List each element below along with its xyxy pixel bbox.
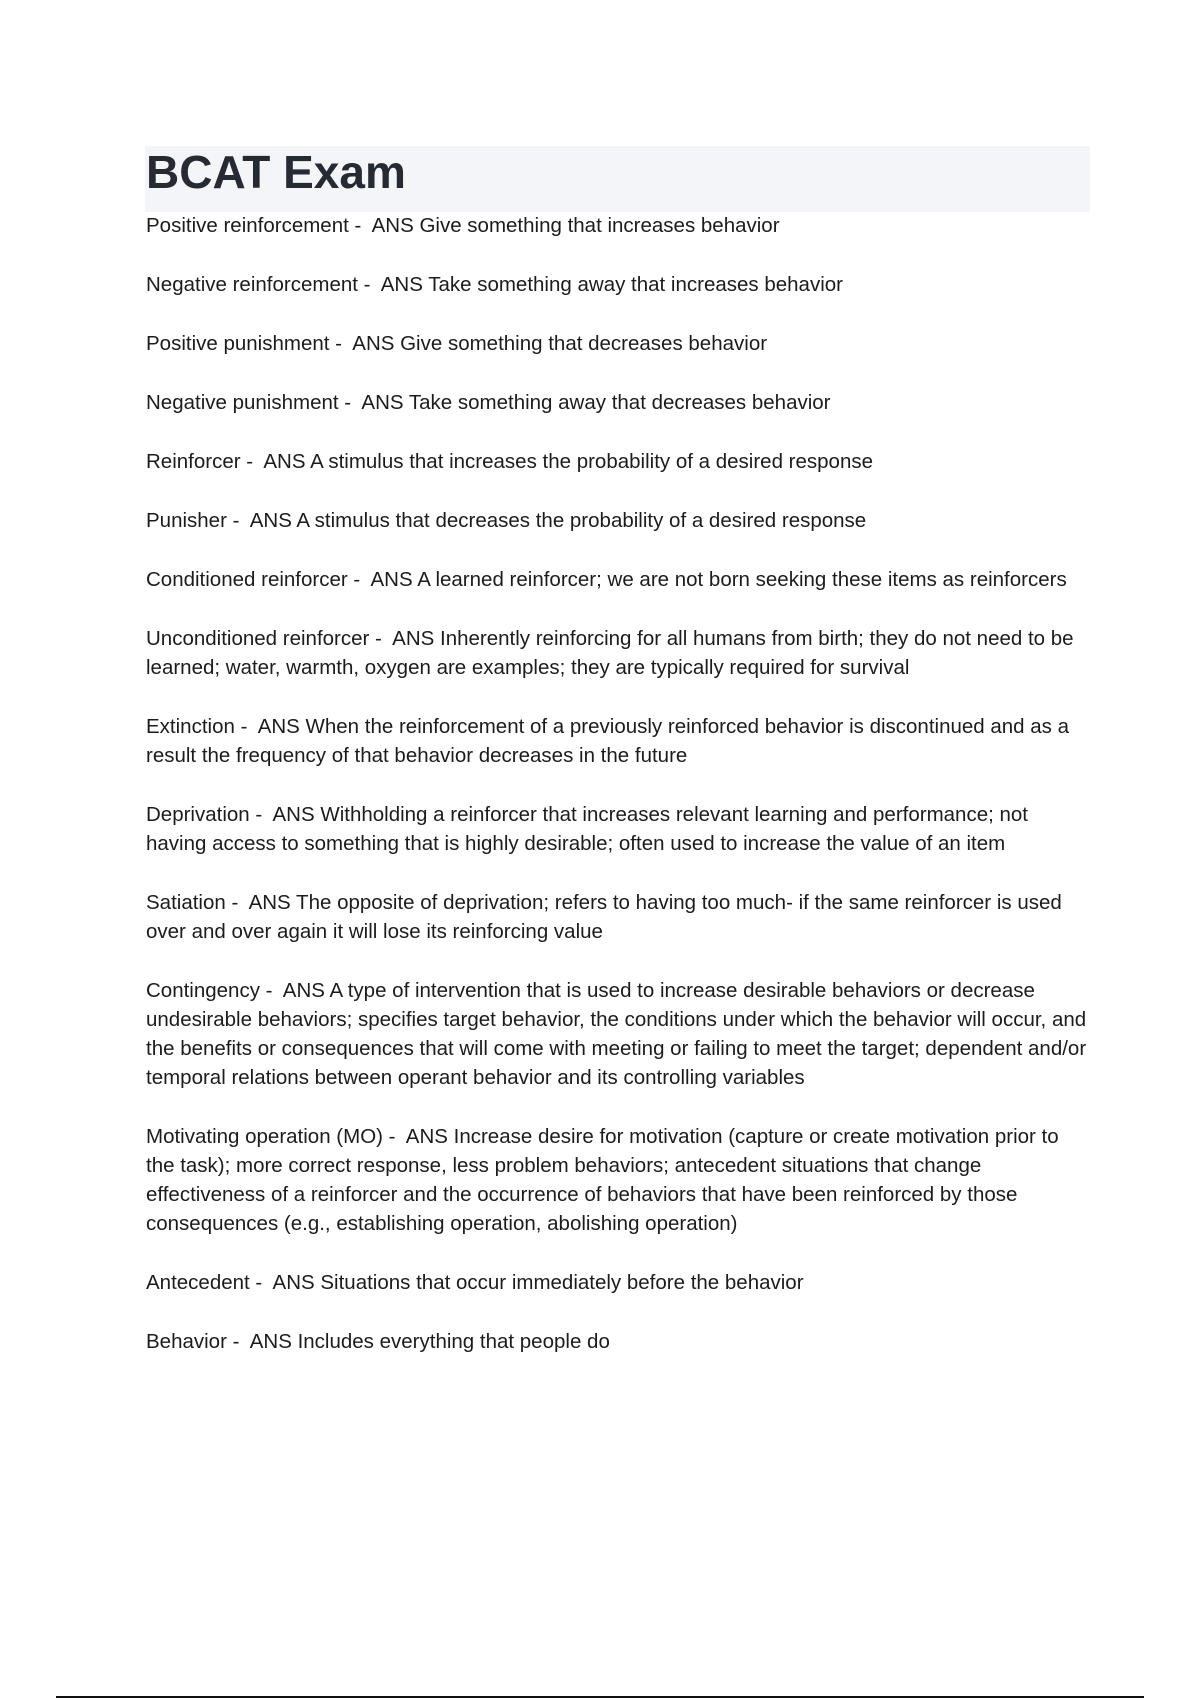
entry-term: Extinction [146,715,235,738]
flashcard-entry [146,976,1091,1092]
entry-separator: - [226,1330,250,1353]
entry-separator: - [348,214,372,237]
entry-answer: ANS Situations that occur immediately before the behavior [272,1271,804,1294]
flashcard-entry [146,388,1091,417]
entry-separator: - [338,391,362,414]
entry-answer: ANS When the reinforcement of a previously reinforced behavior is discontinued and as a result the frequency of that behavior decreases in the future [146,715,1070,767]
entry-answer: ANS Includes everything that people do [249,1330,610,1353]
entry-separator: - [382,1125,406,1148]
page-title: BCAT Exam [146,146,406,198]
flashcard-entry [146,1268,1091,1297]
flashcard-entry [146,888,1091,946]
entry-term: Contingency [146,979,260,1002]
entry-term: Deprivation [146,803,250,826]
flashcard-entry [146,712,1091,770]
flashcard-entry [146,1122,1091,1238]
entry-separator: - [225,891,249,914]
flashcard-entry [146,624,1091,682]
entry-term: Negative punishment [146,391,339,414]
flashcard-entry [146,270,1091,299]
entry-term: Conditioned reinforcer [146,568,348,591]
entry-answer: ANS A stimulus that decreases the probability of a desired response [249,509,867,532]
entry-term: Positive reinforcement [146,214,349,237]
flashcard-list [146,211,1091,1386]
flashcard-entry [146,211,1091,240]
flashcard-entry [146,447,1091,476]
entry-term: Satiation [146,891,226,914]
entry-separator: - [369,627,393,650]
flashcard-entry [146,800,1091,858]
entry-separator: - [259,979,283,1002]
entry-answer: ANS Take something away that decreases behavior [361,391,831,414]
entry-answer: ANS Withholding a reinforcer that increases relevant learning and performance; not having access to something that is highly desirable; often used to increase the value of an item [146,803,1028,855]
entry-separator: - [357,273,381,296]
entry-term: Behavior [146,1330,227,1353]
entry-answer: ANS Increase desire for motivation (capture or create motivation prior to the task); more correct response, less problem behaviors; antecedent situations that change effectiveness of a reinforcer and the occurrence of behaviors that have been reinforced by those consequences (e.g., establishing operation, abolishing operation) [146,1125,1059,1235]
entry-separator: - [240,450,264,473]
entry-term: Motivating operation (MO) [146,1125,383,1148]
entry-separator: - [249,1271,273,1294]
entry-term: Positive punishment [146,332,330,355]
entry-term: Negative reinforcement [146,273,358,296]
entry-term: Antecedent [146,1271,250,1294]
entry-term: Punisher [146,509,227,532]
entry-separator: - [329,332,353,355]
entry-answer: ANS A stimulus that increases the probability of a desired response [263,450,873,473]
entry-term: Reinforcer [146,450,241,473]
footer-divider [56,1696,1144,1698]
entry-answer: ANS Take something away that increases behavior [380,273,843,296]
entry-answer: ANS A type of intervention that is used to increase desirable behaviors or decrease undesirable behaviors; specifies target behavior, the conditions under which the behavior will occur, and the benefits or consequences that will come with meeting or failing to meet the target; dependent and/or temporal relations between operant behavior and its controlling variables [146,979,1087,1089]
entry-answer: ANS Inherently reinforcing for all humans from birth; they do not need to be learned; water, warmth, oxygen are examples; they are typically required for survival [146,627,1074,679]
entry-answer: ANS A learned reinforcer; we are not born seeking these items as reinforcers [370,568,1067,591]
entry-separator: - [249,803,273,826]
flashcard-entry [146,565,1091,594]
entry-separator: - [226,509,250,532]
flashcard-entry [146,329,1091,358]
entry-separator: - [347,568,371,591]
entry-separator: - [234,715,258,738]
flashcard-entry [146,506,1091,535]
entry-answer: ANS The opposite of deprivation; refers to having too much- if the same reinforcer is used over and over again it will lose its reinforcing value [146,891,1062,943]
entry-answer: ANS Give something that increases behavior [371,214,780,237]
entry-answer: ANS Give something that decreases behavior [352,332,768,355]
flashcard-entry [146,1327,1091,1356]
entry-term: Unconditioned reinforcer [146,627,370,650]
